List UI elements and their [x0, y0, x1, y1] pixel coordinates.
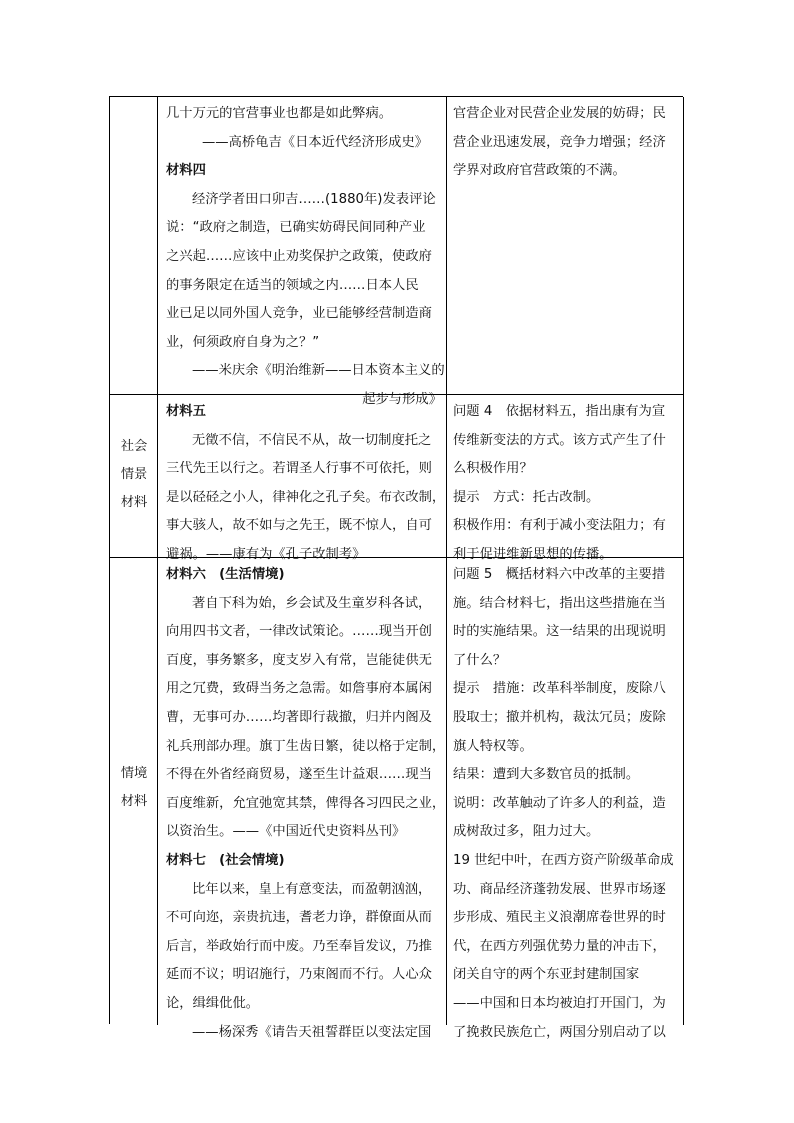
material-line: 之兴起……应该中止劝奖保护之政策，使政府 — [166, 248, 432, 264]
material-line: 曹，无事可办……均著即行裁撤，归并内阁及 — [166, 709, 432, 725]
summary-line: 19 世纪中叶，在西方资产阶级革命成 — [453, 852, 674, 868]
material-line: 向用四书文者，一律改试策论。……现当开创 — [166, 624, 432, 640]
summary-line: ——中国和日本均被迫打开国门，为 — [453, 995, 666, 1011]
material-line: 经济学者田口卯吉……(1880年)发表评论 — [192, 191, 436, 207]
material-line: 著自下科为始，乡会试及生童岁科各试， — [192, 595, 432, 611]
row1-side-cell — [110, 97, 158, 395]
answer-line: 结果：遭到大多数官员的抵制。 — [453, 767, 640, 783]
row1-answer-cell — [447, 97, 684, 395]
answer-line: 股取士；撤并机构，裁汰冗员；废除 — [453, 709, 666, 725]
answer-line: 说明：改革触动了许多人的利益，造 — [453, 795, 666, 811]
side-label: 材料 — [120, 495, 148, 510]
summary-line: 功、商品经济蓬勃发展、世界市场逐 — [453, 881, 666, 897]
material-line: 比年以来，皇上有意变法，而盈朝汹汹， — [192, 881, 432, 897]
material-line: 百度，事务繁多，度支岁入有常，岂能徒供无 — [166, 652, 432, 668]
material-heading: 材料七 (社会情境) — [166, 852, 285, 868]
question-line: 时的实施结果。这一结果的出现说明 — [453, 624, 666, 640]
side-label: 材料 — [120, 794, 148, 809]
citation: ——米庆余《明治维新——日本资本主义的 — [192, 363, 445, 379]
row2-material-cell — [158, 395, 447, 562]
side-label: 情景 — [120, 467, 148, 482]
material-line: 无徵不信，不信民不从，故一切制度托之 — [192, 432, 432, 448]
material-heading: 材料四 — [166, 163, 206, 179]
question-line: 么积极作用？ — [453, 461, 533, 477]
material-line: 说：“政府之制造，已确实妨碍民间同种产业 — [166, 220, 426, 236]
content-table — [109, 96, 683, 1040]
row3-side-cell — [110, 558, 158, 1025]
material-line: 后言，举政始行而中废。乃至奉旨发议，乃推 — [166, 938, 432, 954]
material-line: 百度维新，允宜弛宽其禁，俾得各习四民之业， — [166, 795, 446, 811]
row3-material-cell — [158, 558, 447, 1040]
row3-answer-cell — [447, 558, 684, 1040]
row2-side-cell — [110, 395, 158, 558]
material-line: 不得在外省经商贸易，遂至生计益艰……现当 — [166, 767, 432, 783]
material-line: 业已足以同外国人竞争，业已能够经营制造商 — [166, 306, 432, 322]
material-line: 用之冗费，致碍当务之急需。如詹事府本属闲 — [166, 681, 432, 697]
question-line: 问题 5 概括材料六中改革的主要措 — [453, 567, 666, 582]
summary-line: 代，在西方列强优势力量的冲击下， — [453, 938, 666, 954]
answer-line: 提示 措施：改革科举制度，废除八 — [453, 681, 666, 697]
side-label: 情境 — [120, 766, 148, 781]
summary-line: 了挽救民族危亡，两国分别启动了以 — [453, 1024, 666, 1040]
material-line: 礼兵刑部办理。旗丁生齿日繁，徒以格于定制， — [166, 738, 446, 754]
answer-line: 旗人特权等。 — [453, 738, 533, 754]
material-line: 事大骇人，故不如与之先王，既不惊人，自可 — [166, 518, 432, 534]
summary-line: 步形成、殖民主义浪潮席卷世界的时 — [453, 910, 666, 926]
answer-line: 官营企业对民营企业发展的妨碍；民 — [453, 106, 666, 121]
material-line: 论，缉缉仳仳。 — [166, 995, 260, 1011]
answer-line: 积极作用：有利于减小变法阻力；有 — [453, 518, 666, 534]
row1-material-cell — [158, 97, 447, 407]
summary-line: 闭关自守的两个东亚封建制国家 — [453, 967, 640, 983]
material-line: 的事务限定在适当的领域之内……日本人民 — [166, 277, 419, 293]
material-heading: 材料五 — [166, 404, 206, 419]
citation: ——杨深秀《请告天祖誓群臣以变法定国 — [192, 1024, 432, 1040]
material-line: 避祸。——康有为《孔子改制考》 — [166, 546, 366, 562]
material-line: 是以硁硁之小人，律神化之孔子矣。布衣改制， — [166, 489, 446, 505]
question-line: 传维新变法的方式。该方式产生了什 — [453, 432, 666, 448]
answer-line: 成树敌过多，阻力过大。 — [453, 824, 600, 840]
material-line: 三代先王以行之。若谓圣人行事不可依托，则 — [166, 461, 432, 477]
answer-line: 学界对政府官营政策的不满。 — [453, 163, 626, 179]
question-line: 了什么？ — [453, 652, 507, 668]
answer-line: 利于促进维新思想的传播。 — [453, 546, 613, 562]
citation: ——高桥龟吉《日本近代经济形成史》 — [202, 134, 429, 150]
material-heading: 材料六 (生活情境) — [166, 567, 285, 582]
citation: 起步与形成》 — [362, 391, 442, 407]
answer-line: 营企业迅速发展，竞争力增强；经济 — [453, 134, 666, 150]
row2-answer-cell — [447, 395, 684, 562]
question-line: 施。结合材料七，指出这些措施在当 — [453, 595, 666, 611]
material-line: 业，何须政府自身为之？” — [166, 334, 320, 350]
side-label: 社会 — [120, 439, 148, 454]
material-line: 延而不议；明诏施行，乃束阁而不行。人心众 — [166, 967, 432, 983]
answer-line: 提示 方式：托古改制。 — [453, 489, 600, 505]
material-line: 几十万元的官营事业也都是如此弊病。 — [166, 106, 393, 121]
material-line: 以资治生。——《中国近代史资料丛刊》 — [166, 824, 406, 840]
question-line: 问题 4 依据材料五，指出康有为宣 — [453, 404, 666, 419]
material-line: 不可向迩，亲贵抗违，耆老力诤，群僚面从而 — [166, 910, 432, 926]
